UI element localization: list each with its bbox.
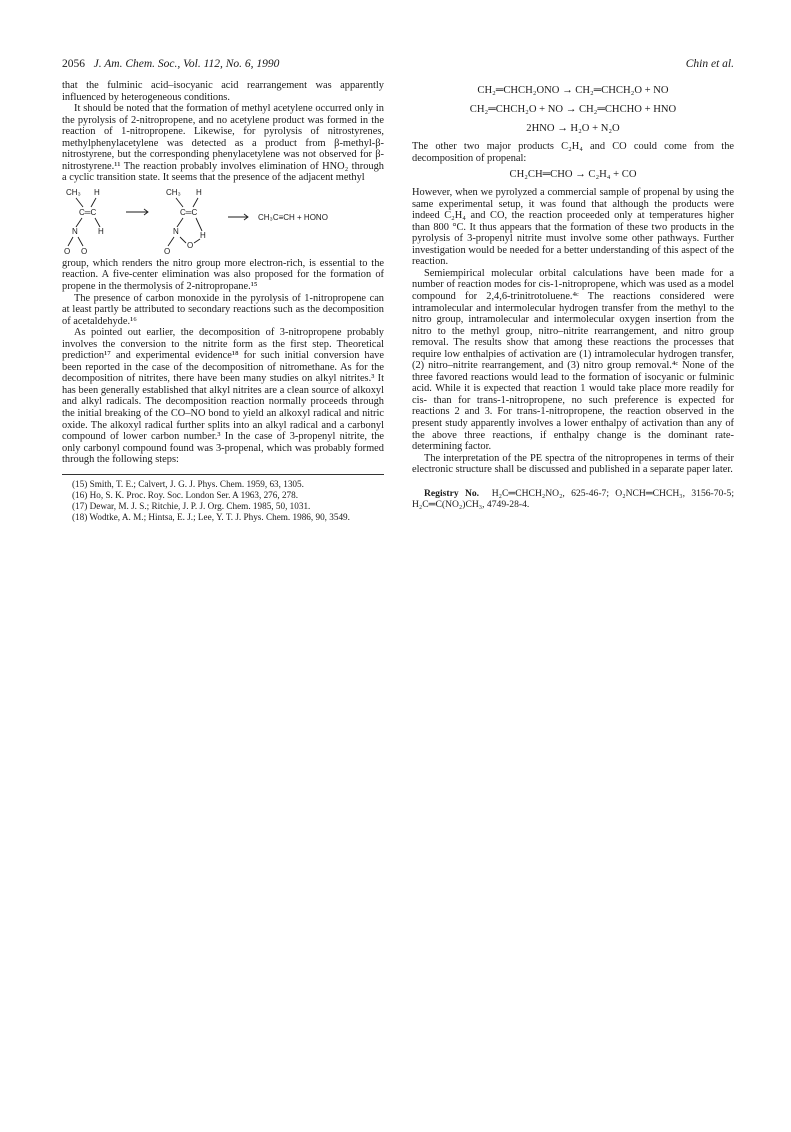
paragraph: that the fulminic acid–isocyanic acid rearrangement was apparently influenced by heterogeneous conditions. (62, 80, 384, 103)
scheme-bond (95, 218, 100, 227)
scheme-label: O (81, 246, 88, 256)
scheme-bond (168, 237, 174, 246)
left-column (62, 80, 384, 523)
scheme-label: H (94, 187, 100, 197)
scheme-label: C═C (79, 207, 97, 217)
scheme-label: H (98, 226, 104, 236)
scheme-label: O (187, 240, 194, 250)
paragraph: The presence of carbon monoxide in the pyrolysis of 1-nitropropene can at least partly be attributed to secondary reactions such as the decomposition of acetaldehyde.¹⁶ (62, 292, 384, 327)
paragraph: As pointed out earlier, the decomposition of 3-nitropropene probably involves the conversion to the nitrite form as the first step. Theoretical prediction¹⁷ and experimental evidence¹⁸ for such initial conversion have been reported in the case of the decomposition of nitromethane. As for the decomposition of nitrites, there have been many studies on alkyl nitrites.³ It has been generally established that alkyl nitrites are a clean source of alkoxyl and alkyl radicals. The decomposition reaction normally proceeds through the initial breaking of the CO–NO bond to yield an alkoxyl radical and nitric oxide. The alkoxyl radical further splits into an alkyl radical and a carbonyl compound of lower carbon number.³ In the case of 3-propenyl nitrite, the only carbonyl compound found was 3-propenal, which was probably formed through the following steps: (62, 327, 384, 466)
scheme-bond (91, 198, 96, 207)
scheme-label: C═C (180, 207, 198, 217)
running-header (62, 58, 734, 74)
scheme-bond (193, 198, 198, 207)
header-authors: Chin et al. (685, 58, 734, 70)
equation: CH₂═CHCH₂ONO → CH₂═CHCH₂O + NO (477, 85, 669, 96)
equation-block (412, 84, 734, 135)
scheme-label: H (196, 187, 202, 197)
page-number: 2056 (62, 58, 85, 70)
equation-block (412, 168, 734, 181)
scheme-products: CH₃C≡CH + HONO (258, 212, 328, 222)
paragraph: The other two major products C₂H₄ and CO could come from the decomposition of propenal: (412, 141, 734, 164)
paragraph: The interpretation of the PE spectra of the nitropropenes in terms of their electronic structure shall be discussed and published in a separate paper later. (412, 452, 734, 476)
paragraph: It should be noted that the formation of methyl acetylene occurred only in the pyrolysis of 2-nitropropene, and no acetylene product was formed in the reaction of 1-nitropropene. Likewise, for pyrolysis of nitrostyrenes, methylphenylacetylene was detected as a product from β-methyl-β-nitrostyrene, but the corresponding phenylacetylene was not observed for β-nitrostyrene.¹¹ The reaction probably involves elimination of HNO₂ through a cyclic transition state. It seems that the presence of the adjacent methyl (62, 103, 384, 184)
equation: CH₂═CHCH₂O + NO → CH₂═CHCHO + HNO (469, 104, 677, 115)
scheme-label: N (173, 226, 179, 236)
header-left (62, 58, 279, 70)
reaction-scheme (62, 186, 384, 256)
scheme-label: H (200, 230, 206, 240)
right-column (412, 80, 734, 520)
scheme-bond (68, 237, 73, 246)
scheme-bond (177, 218, 183, 227)
scheme-bond (78, 237, 83, 246)
paragraph: Semiempirical molecular orbital calculations have been made for a number of reaction modes for cis-1-nitropropene, which was used as a model compound for 2,4,6-trinitrotoluene.⁴ᶜ The reactions considered were intramolecular and intermolecular hydrogen transfer from the methyl to the nitro group, intramolecular and intermolecular oxygen insertion from the nitro to the methyl group, nitro–nitrite rearrangement, and nitro group removal. The results show that among these reactions the processes that require low enthalpies of activation are (1) intramolecular hydrogen transfer, (2) nitro–nitrite rearrangement, and (3) nitro group removal.⁴ᶜ None of the three favored reactions would lead to the formation of isocyanic or fulminic acid. While it is expected that reaction 1 would take place more readily for cis- than for trans-1-nitropropene, no such preference is expected for reactions 2 and 3. For trans-1-nitropropene, the reaction observed in the present study apparently involves a lower enthalpy of activation than any of the above three reactions, if enthalpy change is the dominant rate-determining factor. (412, 267, 734, 453)
registry-numbers (412, 488, 734, 510)
equation: 2HNO → H₂O + N₂O (526, 123, 620, 134)
scheme-bond (194, 239, 200, 243)
scheme-bond (76, 218, 82, 227)
scheme-label: CH₃ (66, 187, 81, 197)
footnote: (15) Smith, T. E.; Calvert, J. G. J. Phys. Chem. 1959, 63, 1305. (72, 478, 304, 489)
registry-text: H₂C═CHCH₂NO₂, 625-46-7; O₂NCH═CHCH₃, 3156-70-5; H₂C═C(NO₂)CH₃, 4749-28-4. (412, 487, 734, 510)
registry-label: Registry No. (424, 487, 480, 499)
journal-citation: J. Am. Chem. Soc., Vol. 112, No. 6, 1990 (93, 58, 280, 70)
scheme-bond (176, 198, 183, 207)
scheme-bond (180, 237, 186, 243)
footnote-rule (62, 474, 384, 475)
footnote: (18) Wodtke, A. M.; Hintsa, E. J.; Lee, Y. T. J. Phys. Chem. 1986, 90, 3549. (72, 511, 350, 522)
footnote: (16) Ho, S. K. Proc. Roy. Soc. London Ser. A 1963, 276, 278. (72, 489, 299, 500)
paragraph: group, which renders the nitro group more electron-rich, is essential to the reaction. A five-center elimination was also proposed for the formation of propene in the thermolysis of 2-nitropropane.¹⁵ (62, 257, 384, 293)
equation: CH₂CH═CHO → C₂H₄ + CO (509, 169, 637, 181)
scheme-label: O (64, 246, 71, 256)
footnote: (17) Dewar, M. J. S.; Ritchie, J. P. J. Org. Chem. 1985, 50, 1031. (72, 500, 311, 511)
scheme-bond (76, 198, 83, 207)
scheme-label: N (72, 226, 78, 236)
scheme-bond (196, 218, 202, 231)
scheme-label: CH₃ (166, 187, 181, 197)
paragraph: However, when we pyrolyzed a commercial sample of propenal by using the same experimental setup, it was found that although the products were indeed C₂H₄ and CO, the reaction proceeded only at temperatures higher than 800 °C. It thus appears that the formation of these two products in the pyrolysis of 3-propenyl nitrite must involve some other pathways. Further investigation would be needed for a better understanding of this aspect of the reaction. (412, 187, 734, 268)
scheme-label: O (164, 246, 171, 256)
